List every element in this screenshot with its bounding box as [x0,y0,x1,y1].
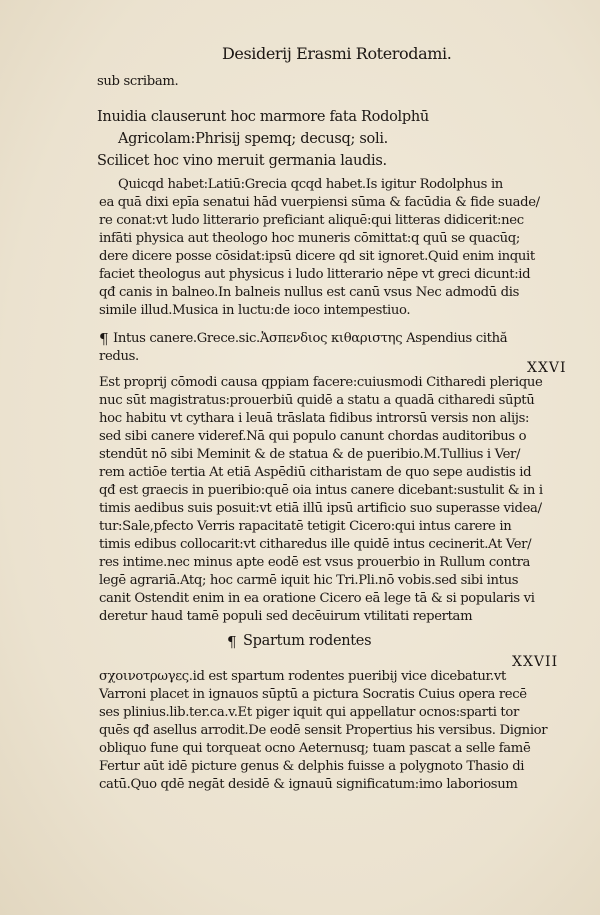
body-line: obliquo fune qui torqueat ocno Aeternusq; tuam pascat a selle famē [99,741,531,756]
commentary-line: simile illud.Musica in luctu:de ioco intempestiuo. [99,303,411,318]
commentary-line: ea quā dixi epīa senatui hād vuerpiensi sūma & facūdia & fide suade/ [99,195,540,210]
body-line: legē agrariā.Atq; hoc carmē iquit hic Tri.Pli.nō vobis.sed sibi intus [99,573,519,588]
paragraph-mark-icon: ¶ [99,330,109,348]
body-line: ses plinius.lib.ter.ca.v.Et piger iquit qui appellatur ocnos:sparti tor [99,705,519,720]
commentary-line: qđ canis in balneo.In balneis nullus est canū vsus Nec admodū dis [99,285,520,300]
body-line: Est proprij cōmodi causa qppiam facere:cuiusmodi Citharedi plerique [99,375,543,390]
body-line: deretur haud tamē populi sed decēuirum vtilitati repertam [99,609,473,624]
section-title: Spartum rodentes [243,633,372,649]
body-line: canit Ostendit enim in ea oratione Cicero eā lege tā & si popularis vi [99,591,535,606]
paragraph-mark-icon: ¶ [227,633,237,651]
commentary-line: dere dicere posse cōsidat:ipsū dicere qd sit ignoret.Quid enim inquit [99,249,535,264]
body-line: qđ est graecis in pueribio:quē oia intus canere dicebant:sustulit & in i [99,483,543,498]
body-line: quēs qđ asellus arrodit.De eodē sensit Propertius his versibus. Dignior [99,723,548,738]
body-line: rem actiōe tertia At etiā Aspēdiū citharistam de quo sepe audistis id [99,465,532,480]
body-line: Fertur aūt idē picture genus & delphis fuisse a polygnoto Thasio di [99,759,525,774]
body-line: Varroni placet in ignauos sūptū a pictura Socratis Cuius opera recē [99,687,527,702]
section-number: XXVI [527,360,567,376]
epitaph-line: Inuidia clauserunt hoc marmore fata Rodolphū [97,109,429,125]
epitaph-line: Scilicet hoc vino meruit germania laudis. [97,153,387,169]
commentary-line: Quicqd habet:Latiū:Grecia qcqd habet.Is igitur Rodolphus in [118,177,503,192]
body-line: res intime.nec minus apte eodē est vsus prouerbio in Rullum contra [99,555,531,570]
body-line: nuc sūt magistratus:prouerbiū quidē a statu a quadā citharedi sūptū [99,393,535,408]
running-title: Desiderij Erasmi Roterodami. [222,44,452,63]
body-line: stendūt nō sibi Meminit & de statua & de pueribio.M.Tullius i Ver/ [99,447,521,462]
commentary-line: faciet theologus aut physicus i ludo litterario nēpe vt greci dicunt:id [99,267,531,282]
body-line: catū.Quo qdē negāt desidē & ignauū significatum:imo laboriosum [99,777,518,792]
intro-text: sub scribam. [97,74,179,89]
body-line: hoc habitu vt cythara i leuā trāslata fidibus introrsū versis non alijs: [99,411,530,426]
body-line: tur:Sale,pfecto Verris rapacitatē tetigit Cicero:qui intus carere in [99,519,512,534]
epitaph-line: Agricolam:Phrisij spemq; decusq; soli. [118,131,388,147]
body-line: timis edibus collocarit:vt citharedus ille quidē intus cecinerit.At Ver/ [99,537,532,552]
body-line: σχοινοτρωγες.id est spartum rodentes pueribij vice dicebatur.vt [99,669,506,684]
commentary-line: infāti physica aut theologo hoc muneris cōmittat:q quū se quacūq; [99,231,520,246]
body-line: timis aedibus suis posuit:vt etiā illū ipsū artificio suo superasse videa/ [99,501,542,516]
section-title-continuation: redus. [99,349,139,364]
section-number: XXVII [512,654,559,670]
section-title: Intus canere.Grece.sic.Ἀσπενδιος κιθαριστης Aspendius cithă [113,331,508,346]
commentary-line: re conat:vt ludo litterario preficiant aliquē:qui litteras didicerit:nec [99,213,524,228]
body-line: sed sibi canere videref.Nā qui populo canunt chordas auditoribus o [99,429,527,444]
